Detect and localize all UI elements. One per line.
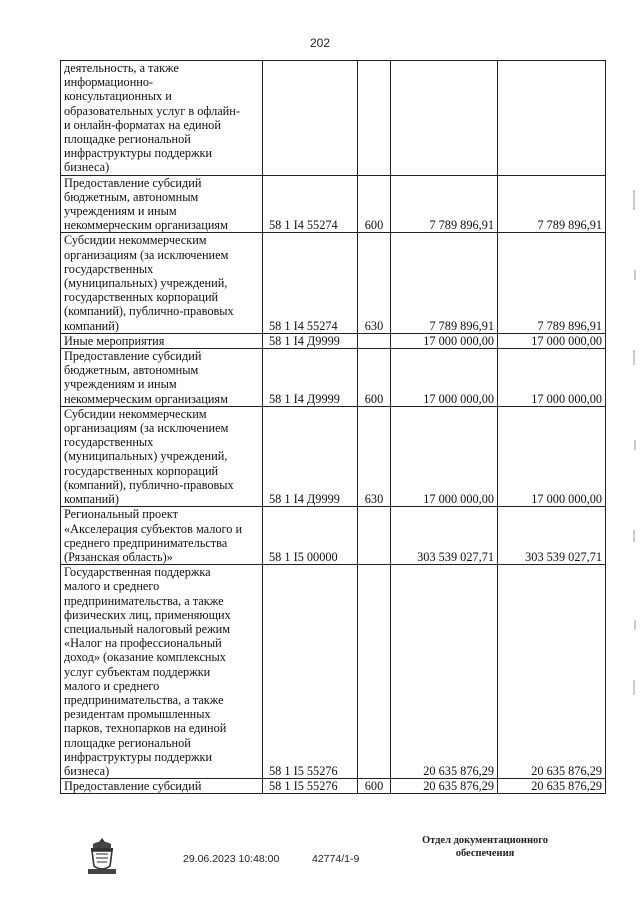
row-expense-type-cell: [358, 333, 391, 348]
row-expense-type-cell: [358, 565, 391, 779]
row-code-cell: 58 1 I5 55276: [263, 779, 358, 794]
row-expense-type-cell: 600: [358, 175, 391, 233]
footer-doc-number: 42774/1-9: [312, 853, 360, 865]
row-amount-2-cell: 17 000 000,00: [498, 333, 606, 348]
table-row: [61, 565, 606, 779]
row-name-cell: Предоставление субсидий: [61, 779, 263, 794]
row-amount-1-cell: 7 789 896,91: [391, 175, 498, 233]
row-expense-type-cell: 630: [358, 233, 391, 333]
row-expense-type-cell: 600: [358, 349, 391, 407]
row-amount-2-cell: 7 789 896,91: [498, 233, 606, 333]
row-code-cell: 58 1 I4 55274: [263, 233, 358, 333]
row-expense-type-cell: 600: [358, 779, 391, 794]
row-code-cell: 58 1 I4 Д9999: [263, 333, 358, 348]
table-row: [61, 175, 606, 233]
scan-edge-marks: [633, 150, 636, 710]
row-code-cell: 58 1 I5 00000: [263, 507, 358, 565]
row-amount-1-cell: 17 000 000,00: [391, 406, 498, 506]
row-code-cell: 58 1 I4 Д9999: [263, 349, 358, 407]
budget-table-body: [61, 61, 606, 794]
row-amount-1-cell: 20 635 876,29: [391, 779, 498, 794]
budget-table: [60, 60, 606, 794]
table-row: [61, 349, 606, 407]
row-amount-2-cell: 17 000 000,00: [498, 406, 606, 506]
row-code-cell: 58 1 I4 Д9999: [263, 406, 358, 506]
row-amount-2-cell: 20 635 876,29: [498, 565, 606, 779]
row-code-cell: 58 1 I5 55276: [263, 565, 358, 779]
row-name-cell: Предоставление субсидий бюджетным, автономным учреждениям и иным некоммерческим организациям: [61, 349, 263, 407]
row-amount-2-cell: 17 000 000,00: [498, 349, 606, 407]
row-name-cell: Субсидии некоммерческим организациям (за исключением государственных (муниципальных) учреждений, государственных корпораций (компаний), публично-правовых компаний): [61, 406, 263, 506]
row-amount-2-cell: 7 789 896,91: [498, 175, 606, 233]
row-expense-type-cell: [358, 507, 391, 565]
row-amount-1-cell: [391, 61, 498, 176]
row-code-cell: [263, 61, 358, 176]
coat-of-arms-icon: [85, 836, 119, 876]
table-row: [61, 779, 606, 794]
row-code-cell: 58 1 I4 55274: [263, 175, 358, 233]
footer-date: 29.06.2023 10:48:00: [183, 853, 280, 865]
table-row: [61, 61, 606, 176]
table-row: [61, 406, 606, 506]
table-row: [61, 233, 606, 333]
row-name-cell: деятельность, а также информационно- консультационных и образовательных услуг в офлайн- и онлайн-форматах на единой площадке региональной инфраструктуры поддержки бизнеса): [61, 61, 263, 176]
row-amount-2-cell: [498, 61, 606, 176]
row-expense-type-cell: [358, 61, 391, 176]
row-name-cell: Субсидии некоммерческим организациям (за исключением государственных (муниципальных) учреждений, государственных корпораций (компаний), публично-правовых компаний): [61, 233, 263, 333]
row-amount-1-cell: 17 000 000,00: [391, 333, 498, 348]
row-name-cell: Предоставление субсидий бюджетным, автономным учреждениям и иным некоммерческим организациям: [61, 175, 263, 233]
row-amount-2-cell: 303 539 027,71: [498, 507, 606, 565]
row-name-cell: Региональный проект «Акселерация субъектов малого и среднего предпринимательства (Рязанская область)»: [61, 507, 263, 565]
row-amount-1-cell: 303 539 027,71: [391, 507, 498, 565]
row-expense-type-cell: 630: [358, 406, 391, 506]
page-number: 202: [309, 36, 331, 50]
table-row: [61, 333, 606, 348]
row-name-cell: Государственная поддержка малого и среднего предпринимательства, а также физических лиц, применяющих специальный налоговый режим «Налог на профессиональный доход» (оказание комплексных услуг субъектам поддержки малого и среднего предпринимательства, а также резидентам промышленных парков, технопарков на единой площадке региональной инфраструктуры поддержки бизнеса): [61, 565, 263, 779]
row-amount-1-cell: 7 789 896,91: [391, 233, 498, 333]
row-amount-1-cell: 20 635 876,29: [391, 565, 498, 779]
row-name-cell: Иные мероприятия: [61, 333, 263, 348]
row-amount-1-cell: 17 000 000,00: [391, 349, 498, 407]
row-amount-2-cell: 20 635 876,29: [498, 779, 606, 794]
footer-department: Отдел документационного обеспечения: [421, 835, 549, 859]
table-row: [61, 507, 606, 565]
